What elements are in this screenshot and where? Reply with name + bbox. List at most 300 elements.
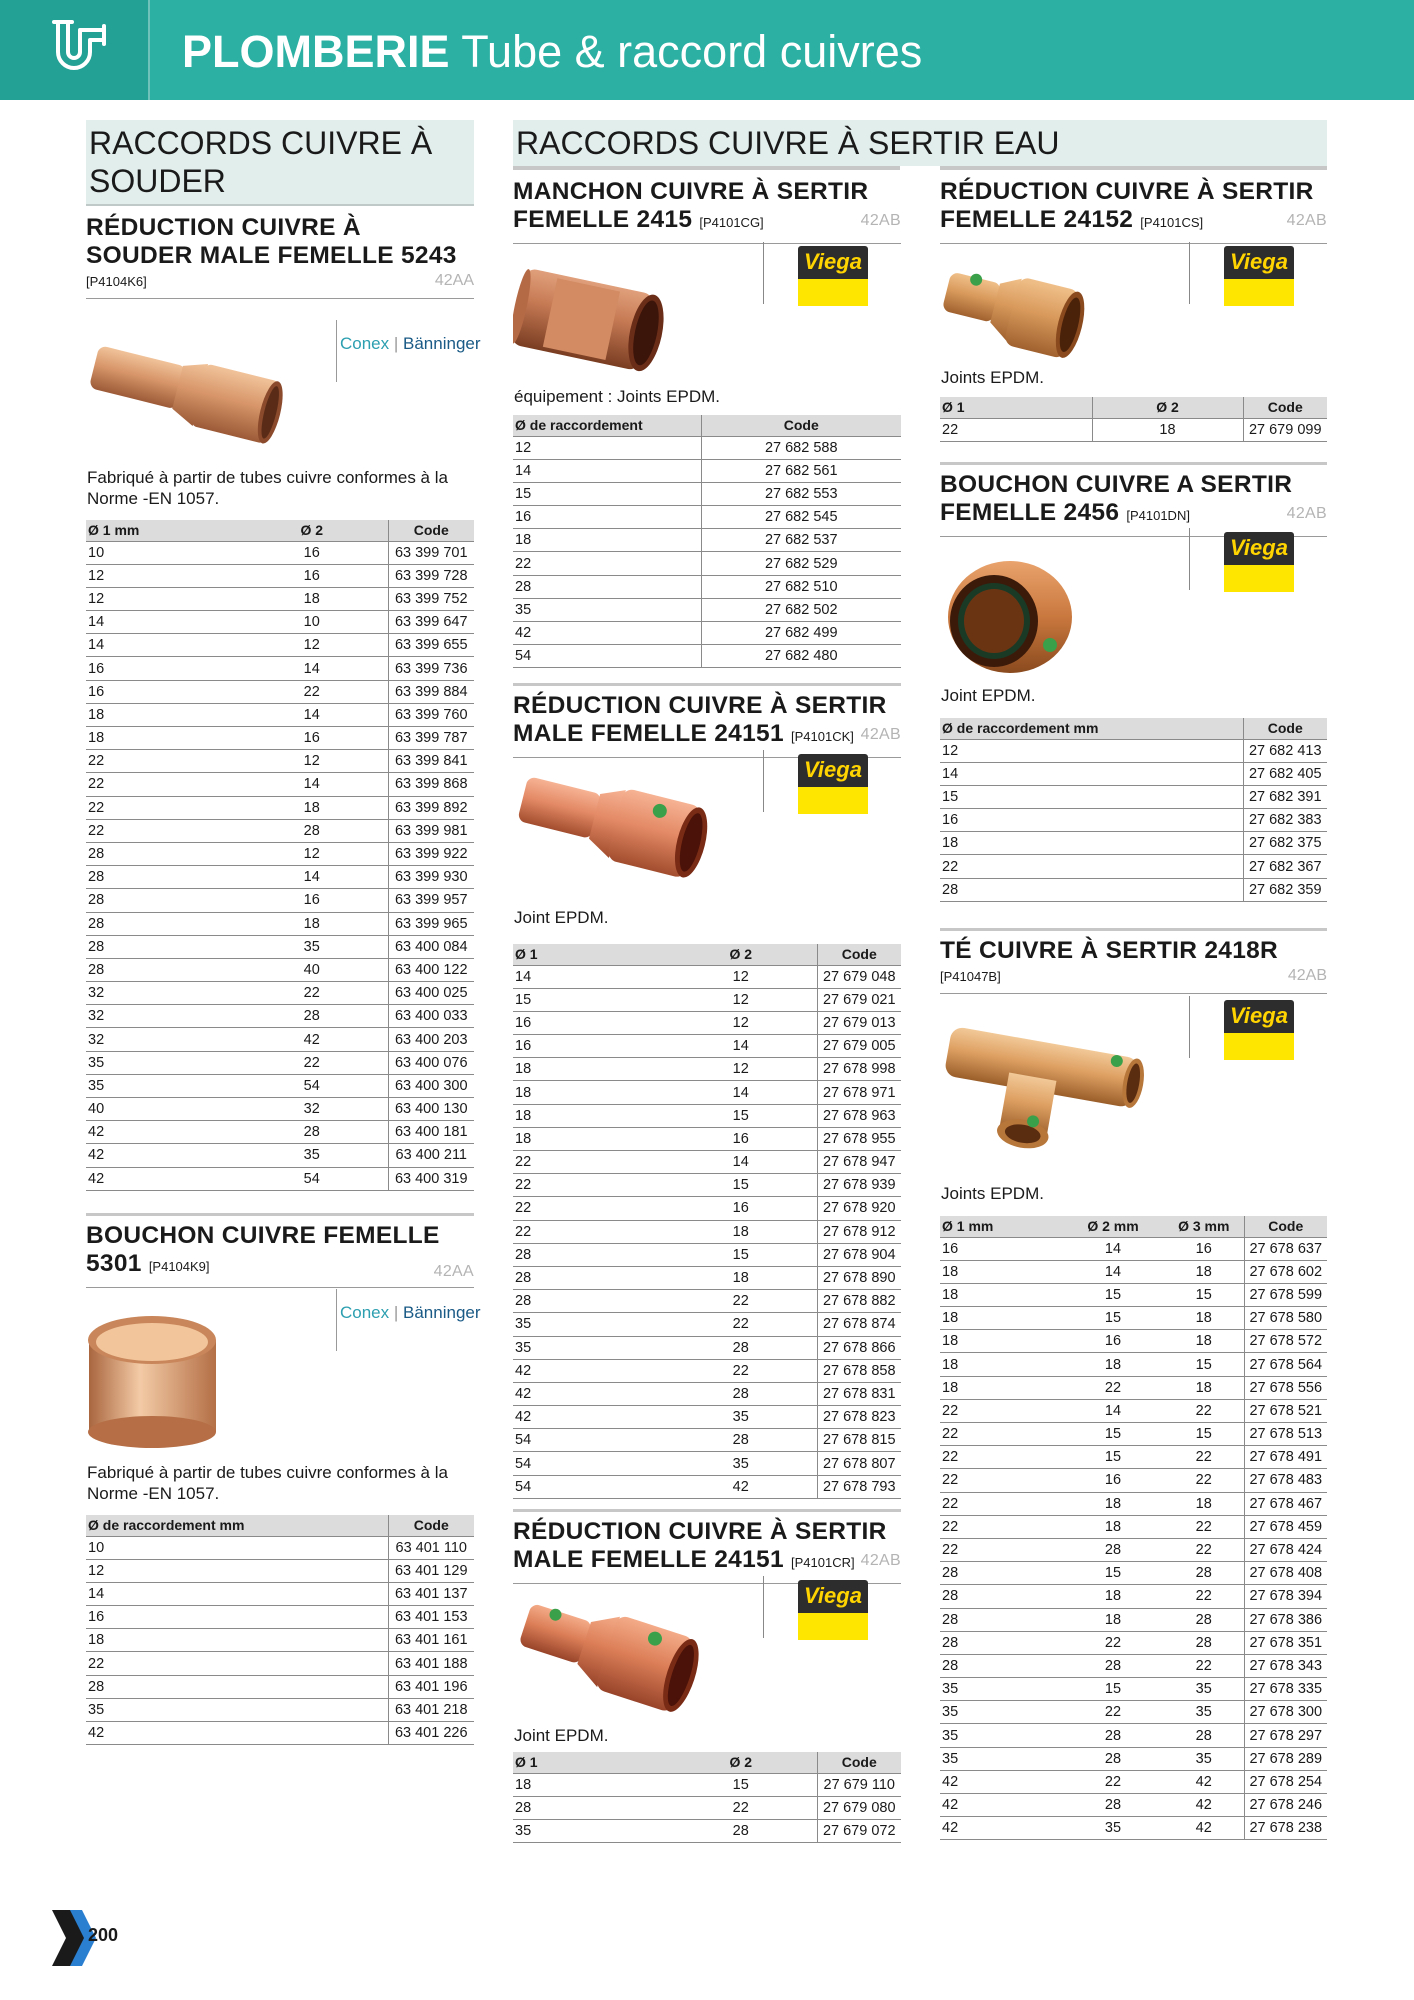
product-image-reduction-24151 xyxy=(513,770,713,880)
table-cell: 22 xyxy=(86,773,236,796)
table-cell: 22 xyxy=(665,1359,817,1382)
table-cell: 28 xyxy=(513,1290,665,1313)
table-cell: 15 xyxy=(1062,1423,1164,1446)
table-cell: 28 xyxy=(86,1675,388,1698)
table-row xyxy=(513,622,901,645)
table-cell: 22 xyxy=(940,1492,1062,1515)
table-cell-code: 63 399 884 xyxy=(388,680,474,703)
brand-conex-banninger-logo: Conex | Bänninger xyxy=(340,334,481,353)
page-title-bold: PLOMBERIE xyxy=(182,26,450,77)
table-row xyxy=(940,1515,1327,1538)
table-cell: 15 xyxy=(665,1773,817,1796)
table-row xyxy=(940,1330,1327,1353)
table-cell: 12 xyxy=(665,1011,817,1034)
table-cell: 42 xyxy=(513,622,701,645)
table-cell: 28 xyxy=(86,889,236,912)
table-cell-code: 27 678 807 xyxy=(817,1452,901,1475)
table-row xyxy=(86,889,474,912)
product-category: 42AB xyxy=(1286,505,1327,522)
table-cell-code: 27 678 351 xyxy=(1244,1631,1327,1654)
table-cell: 28 xyxy=(513,575,701,598)
table-cell: 16 xyxy=(236,564,388,587)
table-cell: 14 xyxy=(86,1582,388,1605)
table-cell-code: 63 400 181 xyxy=(388,1121,474,1144)
table-cell: 28 xyxy=(665,1382,817,1405)
table-cell: 16 xyxy=(940,809,1243,832)
col-header: Code xyxy=(1243,718,1327,739)
table-cell: 42 xyxy=(940,1770,1062,1793)
table-row xyxy=(940,1538,1327,1561)
brand-conex: Conex xyxy=(340,1303,390,1322)
brand-viega: Viega xyxy=(1224,532,1294,565)
product-category: 42AA xyxy=(434,272,474,289)
table-cell-code: 63 401 226 xyxy=(388,1722,474,1745)
table-row xyxy=(940,1376,1327,1399)
table-cell-code: 27 682 391 xyxy=(1243,785,1327,808)
table-cell: 14 xyxy=(236,703,388,726)
table-cell: 18 xyxy=(513,1127,665,1150)
table-cell-code: 27 682 405 xyxy=(1243,762,1327,785)
table-row xyxy=(940,1237,1327,1260)
table-cell: 15 xyxy=(940,785,1243,808)
brand-viega: Viega xyxy=(1224,1000,1294,1033)
product-reduction-sertir-24151-cr xyxy=(513,1509,901,1584)
table-row xyxy=(940,1770,1327,1793)
section-banner-sertir xyxy=(513,120,1327,166)
table-row xyxy=(513,965,901,988)
product-image-bouchon-2456 xyxy=(940,555,1075,677)
table-cell: 35 xyxy=(940,1701,1062,1724)
table-cell: 14 xyxy=(665,1035,817,1058)
table-cell: 42 xyxy=(1164,1817,1244,1840)
table-cell-code: 27 682 588 xyxy=(701,436,901,459)
table-cell: 22 xyxy=(86,796,236,819)
product-image-reduction-24151-cr xyxy=(513,1595,703,1720)
col-header: Ø 1 mm xyxy=(940,1216,1062,1237)
table-row xyxy=(940,832,1327,855)
table-cell-code: 27 678 998 xyxy=(817,1058,901,1081)
table-cell: 28 xyxy=(1164,1608,1244,1631)
table-cell: 15 xyxy=(665,1243,817,1266)
table-cell: 35 xyxy=(236,935,388,958)
product-title-text: FEMELLE 2415 xyxy=(513,206,693,233)
product-title-line1: RÉDUCTION CUIVRE À SERTIR xyxy=(513,692,887,719)
table-cell: 18 xyxy=(940,1353,1062,1376)
table-cell: 18 xyxy=(513,1773,665,1796)
table-row xyxy=(940,1469,1327,1492)
table-row xyxy=(513,1081,901,1104)
table-cell: 32 xyxy=(86,1028,236,1051)
table-cell-code: 27 678 343 xyxy=(1244,1654,1327,1677)
table-cell-code: 27 678 971 xyxy=(817,1081,901,1104)
table-cell: 42 xyxy=(513,1382,665,1405)
product-title-line1: MANCHON CUIVRE À SERTIR xyxy=(513,178,869,205)
table-cell: 22 xyxy=(940,1538,1062,1561)
table-cell-code: 27 682 499 xyxy=(701,622,901,645)
product-table-2418r xyxy=(940,1216,1327,1840)
page-title xyxy=(182,26,922,78)
table-row xyxy=(86,1652,474,1675)
product-category: 42AA xyxy=(433,1263,474,1280)
table-cell: 28 xyxy=(940,878,1243,901)
table-cell-code: 27 678 939 xyxy=(817,1174,901,1197)
table-cell: 28 xyxy=(1062,1654,1164,1677)
header-icon-box xyxy=(0,0,150,100)
product-description: équipement : Joints EPDM. xyxy=(514,387,720,406)
table-cell: 18 xyxy=(1164,1307,1244,1330)
table-cell-code: 63 400 130 xyxy=(388,1098,474,1121)
table-row xyxy=(513,459,901,482)
divider xyxy=(86,1287,474,1288)
table-cell: 28 xyxy=(86,842,236,865)
table-cell-code: 63 399 892 xyxy=(388,796,474,819)
table-row xyxy=(86,1005,474,1028)
table-row xyxy=(86,1098,474,1121)
table-cell: 35 xyxy=(513,1313,665,1336)
table-row xyxy=(86,796,474,819)
table-row xyxy=(86,1606,474,1629)
table-row xyxy=(86,564,474,587)
table-cell-code: 27 678 912 xyxy=(817,1220,901,1243)
table-cell: 22 xyxy=(1164,1585,1244,1608)
product-description: Joints EPDM. xyxy=(941,1184,1044,1203)
col-header: Ø 2 xyxy=(665,1752,817,1773)
table-cell: 18 xyxy=(1062,1585,1164,1608)
table-cell: 22 xyxy=(236,680,388,703)
product-title: RÉDUCTION CUIVRE À SOUDER MALE FEMELLE 5243 xyxy=(86,214,457,269)
table-row xyxy=(513,1127,901,1150)
table-cell: 42 xyxy=(86,1167,236,1190)
table-cell: 14 xyxy=(1062,1399,1164,1422)
product-table-24151-cr xyxy=(513,1752,901,1843)
table-cell: 22 xyxy=(665,1313,817,1336)
product-ref: [P4104K9] xyxy=(148,1259,210,1274)
table-cell: 28 xyxy=(665,1336,817,1359)
divider xyxy=(513,166,900,170)
table-cell: 35 xyxy=(1164,1747,1244,1770)
table-cell: 28 xyxy=(513,1796,665,1819)
table-row xyxy=(940,1353,1327,1376)
table-cell: 15 xyxy=(665,1174,817,1197)
table-cell-code: 63 399 787 xyxy=(388,727,474,750)
table-cell: 22 xyxy=(665,1290,817,1313)
table-cell: 40 xyxy=(236,958,388,981)
table-cell-code: 63 400 084 xyxy=(388,935,474,958)
table-row xyxy=(513,1796,901,1819)
table-cell: 16 xyxy=(513,1011,665,1034)
col-header: Code xyxy=(1243,397,1327,418)
brand-viega-logo xyxy=(1224,246,1294,306)
table-cell: 22 xyxy=(513,1151,665,1174)
table-cell: 12 xyxy=(665,1058,817,1081)
brand-banninger: Bänninger xyxy=(403,334,481,353)
table-cell: 22 xyxy=(940,855,1243,878)
table-row xyxy=(940,1747,1327,1770)
product-image-te xyxy=(940,1022,1145,1157)
product-category: 42AB xyxy=(1286,212,1327,229)
table-cell-code: 63 401 196 xyxy=(388,1675,474,1698)
table-cell-code: 27 678 904 xyxy=(817,1243,901,1266)
table-cell: 35 xyxy=(236,1144,388,1167)
brand-conex: Conex xyxy=(340,334,390,353)
col-header: Ø 1 xyxy=(940,397,1092,418)
table-cell: 16 xyxy=(1062,1330,1164,1353)
table-cell: 28 xyxy=(665,1429,817,1452)
product-reduction-sertir-24151-ck xyxy=(513,683,901,758)
table-cell: 16 xyxy=(236,541,388,564)
table-row xyxy=(513,1359,901,1382)
table-cell: 28 xyxy=(513,1243,665,1266)
table-row xyxy=(86,541,474,564)
table-cell-code: 27 682 561 xyxy=(701,459,901,482)
product-image-reduction-24152 xyxy=(940,258,1090,363)
table-row xyxy=(513,1035,901,1058)
table-cell: 22 xyxy=(1062,1701,1164,1724)
table-cell: 18 xyxy=(1164,1330,1244,1353)
table-cell-code: 27 678 963 xyxy=(817,1104,901,1127)
table-cell: 14 xyxy=(665,1151,817,1174)
brand-viega-logo xyxy=(1224,532,1294,592)
table-cell: 54 xyxy=(236,1167,388,1190)
table-cell: 12 xyxy=(236,750,388,773)
product-ref: [P4101CS] xyxy=(1140,215,1204,230)
table-cell: 18 xyxy=(236,587,388,610)
table-cell: 22 xyxy=(940,1446,1062,1469)
table-cell: 28 xyxy=(1164,1724,1244,1747)
product-ref: [P4101DN] xyxy=(1126,508,1190,523)
table-cell-code: 27 682 383 xyxy=(1243,809,1327,832)
table-cell-code: 27 679 072 xyxy=(817,1819,901,1842)
table-cell-code: 27 678 572 xyxy=(1244,1330,1327,1353)
plumbing-pipe-icon xyxy=(50,18,120,84)
table-cell-code: 63 400 025 xyxy=(388,982,474,1005)
table-cell-code: 63 399 841 xyxy=(388,750,474,773)
table-row xyxy=(513,1336,901,1359)
product-category: 42AB xyxy=(860,212,901,229)
table-cell: 28 xyxy=(236,819,388,842)
product-description: Joints EPDM. xyxy=(941,368,1044,387)
product-title-line2 xyxy=(513,1546,901,1577)
section-banner-souder-text: RACCORDS CUIVRE À SOUDER xyxy=(89,125,433,199)
table-row xyxy=(86,611,474,634)
table-cell-code: 27 682 529 xyxy=(701,552,901,575)
table-row xyxy=(940,1654,1327,1677)
product-category: 42AB xyxy=(860,1552,901,1569)
table-row xyxy=(86,634,474,657)
product-title: TÉ CUIVRE À SERTIR 2418R xyxy=(940,928,1327,965)
table-cell: 10 xyxy=(236,611,388,634)
table-cell: 10 xyxy=(86,1536,388,1559)
table-row xyxy=(940,1794,1327,1817)
table-row xyxy=(86,1121,474,1144)
table-cell-code: 27 679 099 xyxy=(1243,418,1327,441)
table-cell-code: 27 682 359 xyxy=(1243,878,1327,901)
col-header: Ø 3 mm xyxy=(1164,1216,1244,1237)
table-row xyxy=(513,1406,901,1429)
table-cell: 42 xyxy=(1164,1794,1244,1817)
product-title-line2 xyxy=(513,206,901,237)
table-cell-code: 63 399 930 xyxy=(388,866,474,889)
table-cell: 14 xyxy=(86,611,236,634)
table-cell-code: 27 678 890 xyxy=(817,1266,901,1289)
col-header: Code xyxy=(817,1752,901,1773)
table-cell: 18 xyxy=(940,832,1243,855)
col-header: Ø de raccordement mm xyxy=(86,1515,388,1536)
table-cell: 28 xyxy=(1062,1538,1164,1561)
table-cell: 28 xyxy=(940,1585,1062,1608)
table-cell-code: 63 400 319 xyxy=(388,1167,474,1190)
table-cell: 32 xyxy=(86,982,236,1005)
table-cell: 22 xyxy=(513,1220,665,1243)
table-row xyxy=(940,855,1327,878)
table-row xyxy=(86,680,474,703)
table-cell: 28 xyxy=(1164,1562,1244,1585)
table-cell-code: 27 678 602 xyxy=(1244,1260,1327,1283)
table-cell: 10 xyxy=(86,541,236,564)
table-cell-code: 27 678 297 xyxy=(1244,1724,1327,1747)
table-cell-code: 27 678 394 xyxy=(1244,1585,1327,1608)
table-row xyxy=(86,1074,474,1097)
brand-viega: Viega xyxy=(1224,246,1294,279)
table-cell: 22 xyxy=(86,750,236,773)
product-reduction-souder-5243 xyxy=(86,214,474,299)
product-manchon-sertir-2415 xyxy=(513,178,901,244)
page-title-subtitle: Tube & raccord cuivres xyxy=(461,26,923,77)
table-cell-code: 63 400 211 xyxy=(388,1144,474,1167)
table-row xyxy=(940,739,1327,762)
table-cell: 12 xyxy=(236,634,388,657)
product-reduction-sertir-24152 xyxy=(940,178,1327,244)
product-title-line2 xyxy=(513,720,901,751)
table-cell: 18 xyxy=(1164,1260,1244,1283)
table-cell: 15 xyxy=(513,988,665,1011)
product-description: Joint EPDM. xyxy=(941,686,1036,705)
table-row xyxy=(86,935,474,958)
table-cell: 42 xyxy=(86,1722,388,1745)
table-row xyxy=(86,958,474,981)
table-cell: 16 xyxy=(513,1035,665,1058)
table-row xyxy=(513,1773,901,1796)
table-cell-code: 27 678 920 xyxy=(817,1197,901,1220)
table-cell-code: 63 399 736 xyxy=(388,657,474,680)
table-cell: 18 xyxy=(236,796,388,819)
product-description: Joint EPDM. xyxy=(514,908,609,927)
product-title xyxy=(940,178,1327,237)
table-row xyxy=(940,1724,1327,1747)
table-cell: 54 xyxy=(513,1475,665,1498)
brand-viega-logo xyxy=(798,246,868,306)
table-cell: 14 xyxy=(665,1081,817,1104)
table-cell-code: 63 400 203 xyxy=(388,1028,474,1051)
table-cell: 28 xyxy=(940,1608,1062,1631)
product-ref: [P4101CK] xyxy=(791,729,854,744)
table-cell: 12 xyxy=(86,564,236,587)
table-cell: 18 xyxy=(513,529,701,552)
product-image-bouchon xyxy=(86,1310,221,1450)
product-te-sertir-2418r xyxy=(940,928,1327,994)
table-cell-code: 27 678 823 xyxy=(817,1406,901,1429)
product-table-2415 xyxy=(513,415,901,668)
table-row xyxy=(940,878,1327,901)
table-cell-code: 27 678 521 xyxy=(1244,1399,1327,1422)
table-cell: 15 xyxy=(1164,1283,1244,1306)
table-row xyxy=(940,1678,1327,1701)
product-title-line2 xyxy=(940,206,1327,237)
table-row xyxy=(513,1197,901,1220)
table-cell: 22 xyxy=(940,1399,1062,1422)
table-row xyxy=(86,727,474,750)
col-header: Ø 1 xyxy=(513,1752,665,1773)
col-header: Code xyxy=(1244,1216,1327,1237)
product-ref-line xyxy=(940,969,1327,987)
table-cell: 22 xyxy=(940,1423,1062,1446)
product-title xyxy=(513,178,901,237)
product-bouchon-sertir-2456 xyxy=(940,462,1327,537)
table-cell: 14 xyxy=(236,773,388,796)
table-cell: 22 xyxy=(1164,1469,1244,1492)
table-cell: 16 xyxy=(513,506,701,529)
table-cell-code: 27 678 874 xyxy=(817,1313,901,1336)
table-cell: 14 xyxy=(1062,1260,1164,1283)
product-title-line1: RÉDUCTION CUIVRE À SERTIR xyxy=(940,178,1314,205)
table-row xyxy=(86,1698,474,1721)
col-header: Code xyxy=(388,520,474,541)
divider xyxy=(940,166,1327,170)
table-cell: 18 xyxy=(86,703,236,726)
product-ref: [P41047B] xyxy=(940,969,1001,984)
table-cell-code: 27 678 289 xyxy=(1244,1747,1327,1770)
table-cell: 28 xyxy=(940,1562,1062,1585)
product-title xyxy=(513,1509,901,1577)
table-cell-code: 27 679 013 xyxy=(817,1011,901,1034)
table-cell-code: 63 400 076 xyxy=(388,1051,474,1074)
table-cell: 15 xyxy=(1062,1562,1164,1585)
brand-viega-logo xyxy=(798,1580,868,1640)
table-cell-code: 63 399 957 xyxy=(388,889,474,912)
table-cell: 22 xyxy=(1164,1399,1244,1422)
table-cell: 18 xyxy=(236,912,388,935)
table-cell-code: 27 682 367 xyxy=(1243,855,1327,878)
table-row xyxy=(86,657,474,680)
table-cell: 54 xyxy=(513,1429,665,1452)
table-row xyxy=(513,1266,901,1289)
table-cell: 32 xyxy=(86,1005,236,1028)
table-row xyxy=(86,912,474,935)
table-cell-code: 27 678 513 xyxy=(1244,1423,1327,1446)
table-cell-code: 63 399 965 xyxy=(388,912,474,935)
table-row xyxy=(513,1220,901,1243)
table-cell-code: 27 678 815 xyxy=(817,1429,901,1452)
brand-viega-logo xyxy=(798,754,868,814)
divider xyxy=(1189,242,1190,304)
table-cell: 42 xyxy=(513,1406,665,1429)
table-row xyxy=(940,1283,1327,1306)
col-header: Ø 2 xyxy=(665,944,817,965)
table-cell: 28 xyxy=(86,866,236,889)
product-description: Fabriqué à partir de tubes cuivre conformes à la Norme -EN 1057. xyxy=(87,1463,448,1503)
product-title-line2 xyxy=(940,499,1327,530)
table-row xyxy=(513,436,901,459)
table-cell: 14 xyxy=(236,866,388,889)
table-cell-code: 63 401 188 xyxy=(388,1652,474,1675)
product-title xyxy=(940,462,1327,530)
table-cell: 35 xyxy=(513,1336,665,1359)
product-image-reduction xyxy=(88,338,288,453)
col-header: Ø 2 mm xyxy=(1062,1216,1164,1237)
table-cell: 16 xyxy=(86,680,236,703)
table-row xyxy=(513,1011,901,1034)
table-cell: 15 xyxy=(1062,1307,1164,1330)
